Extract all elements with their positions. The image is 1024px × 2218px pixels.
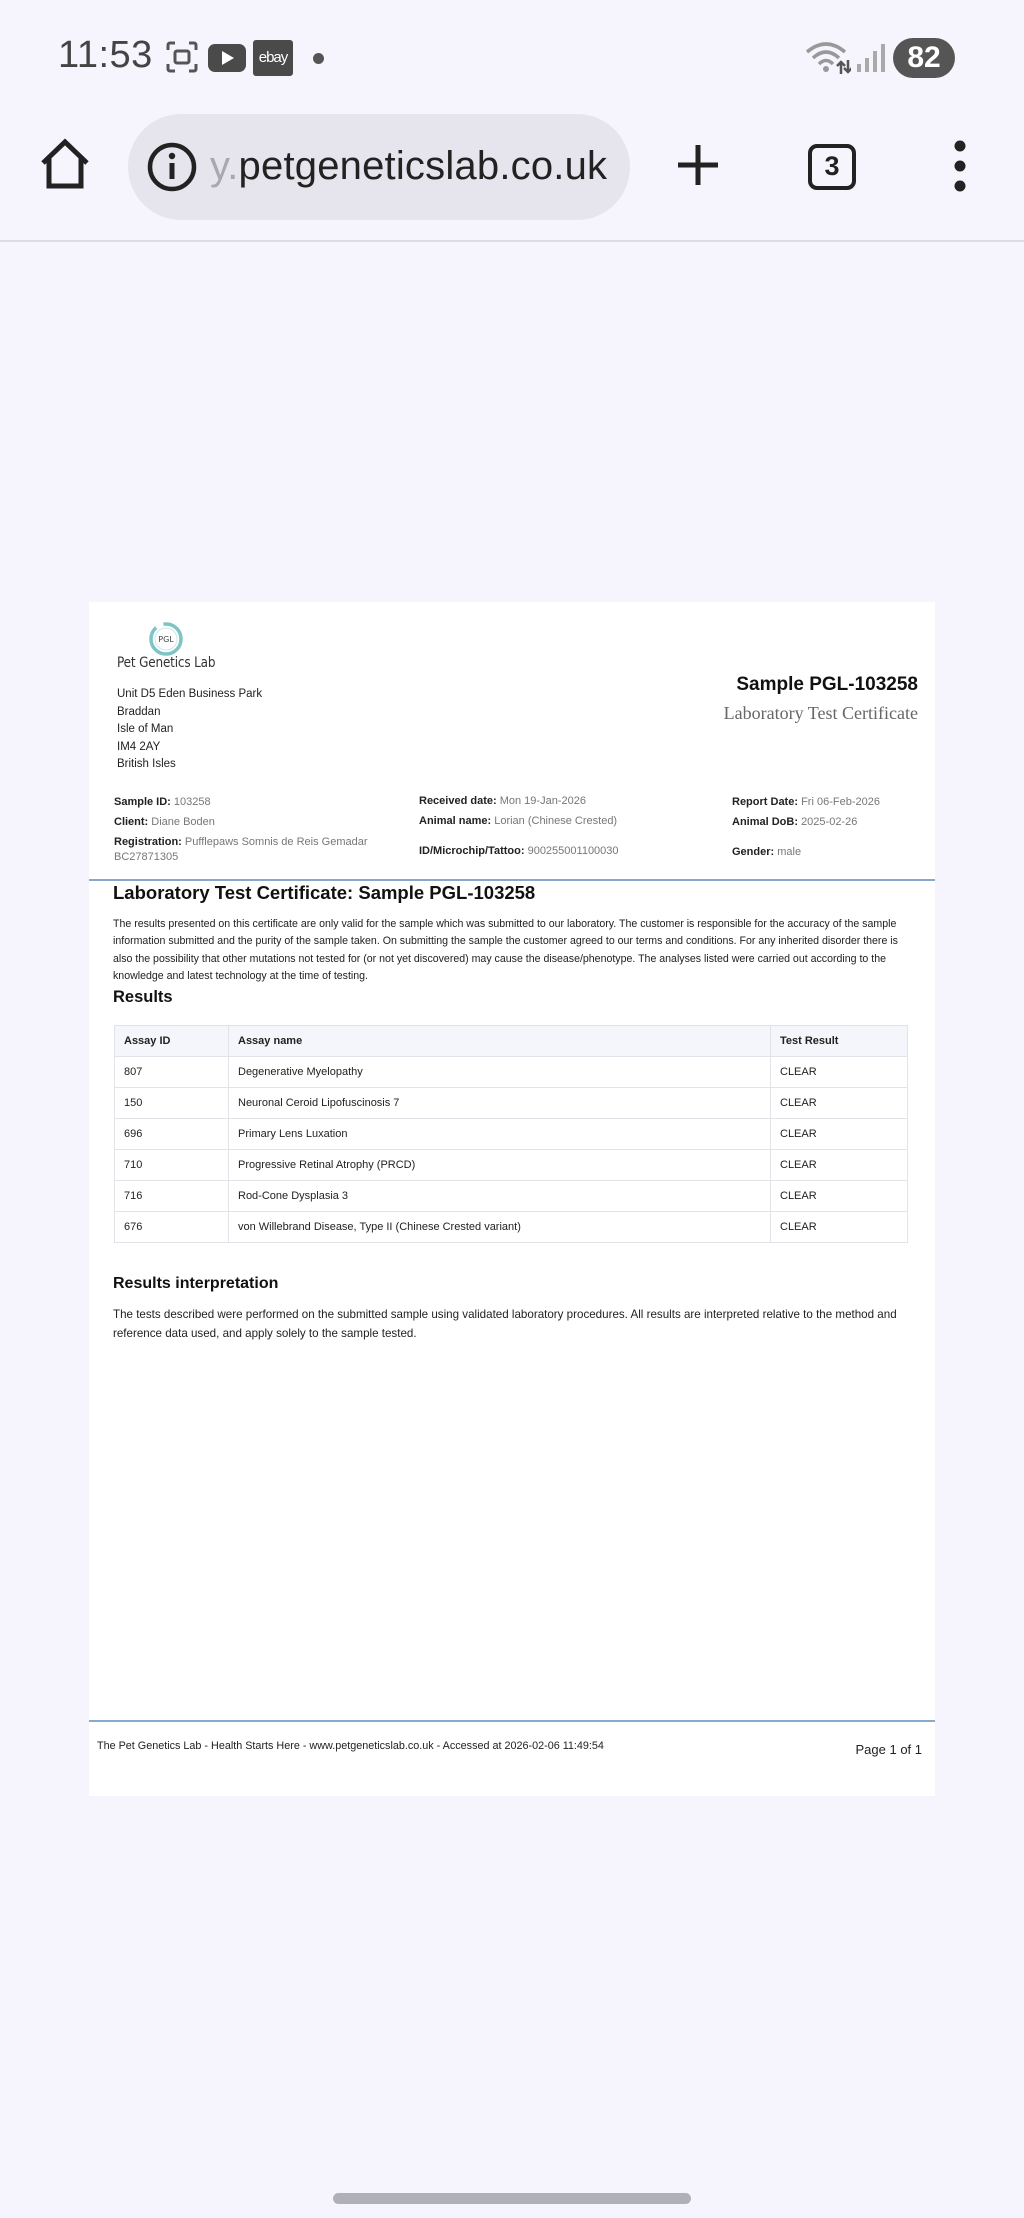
lab-address (117, 686, 262, 774)
table-row (115, 1088, 908, 1119)
assay-name-cell: Degenerative Myelopathy (229, 1057, 771, 1088)
meta-value: 2025-02-26 (801, 816, 858, 828)
url-faded-part: y. (210, 144, 239, 188)
signal-icon (855, 42, 887, 74)
test-result-cell: CLEAR (771, 1181, 908, 1212)
certificate-subtitle: Laboratory Test Certificate (723, 703, 918, 723)
meta-label: Gender: (732, 846, 775, 858)
assay-name-cell: Neuronal Ceroid Lipofuscinosis 7 (229, 1088, 771, 1119)
meta-label: Report Date: (732, 796, 799, 808)
meta-label: Animal name: (419, 815, 492, 827)
meta-value: Fri 06-Feb-2026 (801, 796, 880, 808)
interpretation-text: The tests described were performed on the submitted sample using validated laboratory procedures. All results are interpreted relative to the method and reference data used, and apply solely to the sample tested. (113, 1308, 897, 1340)
meta-animal-name (419, 814, 617, 829)
meta-value: 103258 (173, 796, 211, 808)
meta-value: Lorian (Chinese Crested) (494, 815, 618, 827)
assay-name-cell: von Willebrand Disease, Type II (Chinese Crested variant) (229, 1212, 771, 1243)
meta-animal-dob (732, 815, 857, 830)
certificate-intro: The results presented on this certificate are only valid for the sample which was submitted to our laboratory. The customer is responsible for the accuracy of the sample information submitted and the purity of the sample taken. On submitting the sample the customer agreed to our terms and conditions. For any inherited disorder there is also the possibility that other mutations not tested for (or not yet discovered) may cause the disease/phenotype. The analyses listed were carried out according to the knowledge and latest technology at the time of testing. (113, 918, 898, 983)
column-header: Test Result (771, 1026, 908, 1057)
info-icon[interactable] (146, 141, 198, 193)
meta-label: Animal DoB: (732, 816, 798, 828)
table-row (115, 1057, 908, 1088)
meta-label: Received date: (419, 795, 497, 807)
footer-text: The Pet Genetics Lab - Health Starts Here - www.petgeneticslab.co.uk - Accessed at 2026-02-06 11:49:54 (97, 1740, 604, 1752)
assay-id-cell: 710 (115, 1150, 229, 1181)
meta-value: Pufflepaws Somnis de Reis Gemadar (184, 836, 368, 848)
column-header: Assay ID (115, 1026, 229, 1057)
assay-name-cell: Rod-Cone Dysplasia 3 (229, 1181, 771, 1212)
certificate-heading: Laboratory Test Certificate: Sample PGL-103258 (113, 882, 536, 903)
meta-microchip (419, 844, 619, 859)
table-row (115, 1212, 908, 1243)
ebay-icon: ebay (253, 40, 293, 76)
url-text[interactable] (210, 144, 607, 189)
footer-divider (89, 1720, 935, 1722)
address-line: IM4 2AY (117, 740, 161, 753)
browser-toolbar (0, 112, 1024, 242)
meta-value: Mon 19-Jan-2026 (499, 795, 586, 807)
plus-icon[interactable] (672, 139, 724, 191)
results-heading: Results (113, 988, 173, 1006)
pgl-logo-icon (149, 622, 183, 656)
header-divider (89, 879, 935, 881)
meta-value: 900255001100030 (527, 845, 619, 857)
assay-id-cell: 696 (115, 1119, 229, 1150)
logo-name: Pet Genetics Lab (117, 655, 216, 671)
assay-id-cell: 150 (115, 1088, 229, 1119)
address-line: British Isles (117, 758, 176, 770)
tabs-icon[interactable]: 3 (808, 144, 856, 190)
status-bar (0, 0, 1024, 112)
assay-id-cell: 716 (115, 1181, 229, 1212)
assay-id-cell: 676 (115, 1212, 229, 1243)
test-result-cell: CLEAR (771, 1057, 908, 1088)
results-table (114, 1025, 908, 1243)
meta-registration (114, 835, 394, 865)
meta-report-date (732, 795, 880, 810)
url-domain: petgeneticslab.co.uk (238, 144, 608, 188)
screenshot-icon (165, 40, 199, 74)
test-result-cell: CLEAR (771, 1088, 908, 1119)
meta-gender (732, 845, 801, 860)
meta-value: male (777, 846, 802, 858)
notification-dot-icon (313, 53, 324, 64)
more-vert-icon[interactable] (948, 140, 972, 192)
address-line: Braddan (117, 705, 161, 718)
meta-label: Registration: (114, 836, 182, 848)
home-icon[interactable] (38, 137, 92, 191)
meta-received-date (419, 794, 586, 809)
page-indicator: Page 1 of 1 (855, 1742, 922, 1757)
url-bar[interactable] (128, 114, 630, 220)
meta-value: Diane Boden (151, 816, 215, 828)
table-header-row (115, 1026, 908, 1057)
gesture-handle[interactable] (333, 2193, 691, 2204)
test-result-cell: CLEAR (771, 1150, 908, 1181)
battery-indicator: 82 (893, 38, 955, 78)
sample-title: Sample PGL-103258 (736, 674, 918, 695)
meta-label: Sample ID: (114, 796, 171, 808)
column-header: Assay name (229, 1026, 771, 1057)
meta-sample-id (114, 795, 211, 810)
table-row (115, 1119, 908, 1150)
assay-name-cell: Progressive Retinal Atrophy (PRCD) (229, 1150, 771, 1181)
clock: 11:53 (58, 34, 153, 76)
table-row (115, 1150, 908, 1181)
meta-label: Client: (114, 816, 149, 828)
pdf-page (89, 602, 935, 1796)
address-line: Unit D5 Eden Business Park (117, 688, 263, 700)
interpretation-heading: Results interpretation (113, 1275, 279, 1292)
meta-value: BC27871305 (114, 851, 179, 863)
assay-name-cell: Primary Lens Luxation (229, 1119, 771, 1150)
table-row (115, 1181, 908, 1212)
test-result-cell: CLEAR (771, 1119, 908, 1150)
address-line: Isle of Man (117, 723, 174, 735)
wifi-icon (805, 40, 851, 76)
test-result-cell: CLEAR (771, 1212, 908, 1243)
assay-id-cell: 807 (115, 1057, 229, 1088)
youtube-icon (208, 44, 246, 72)
meta-label: ID/Microchip/Tattoo: (419, 845, 525, 857)
meta-client (114, 815, 215, 830)
logo-mark: PGL (158, 635, 174, 644)
